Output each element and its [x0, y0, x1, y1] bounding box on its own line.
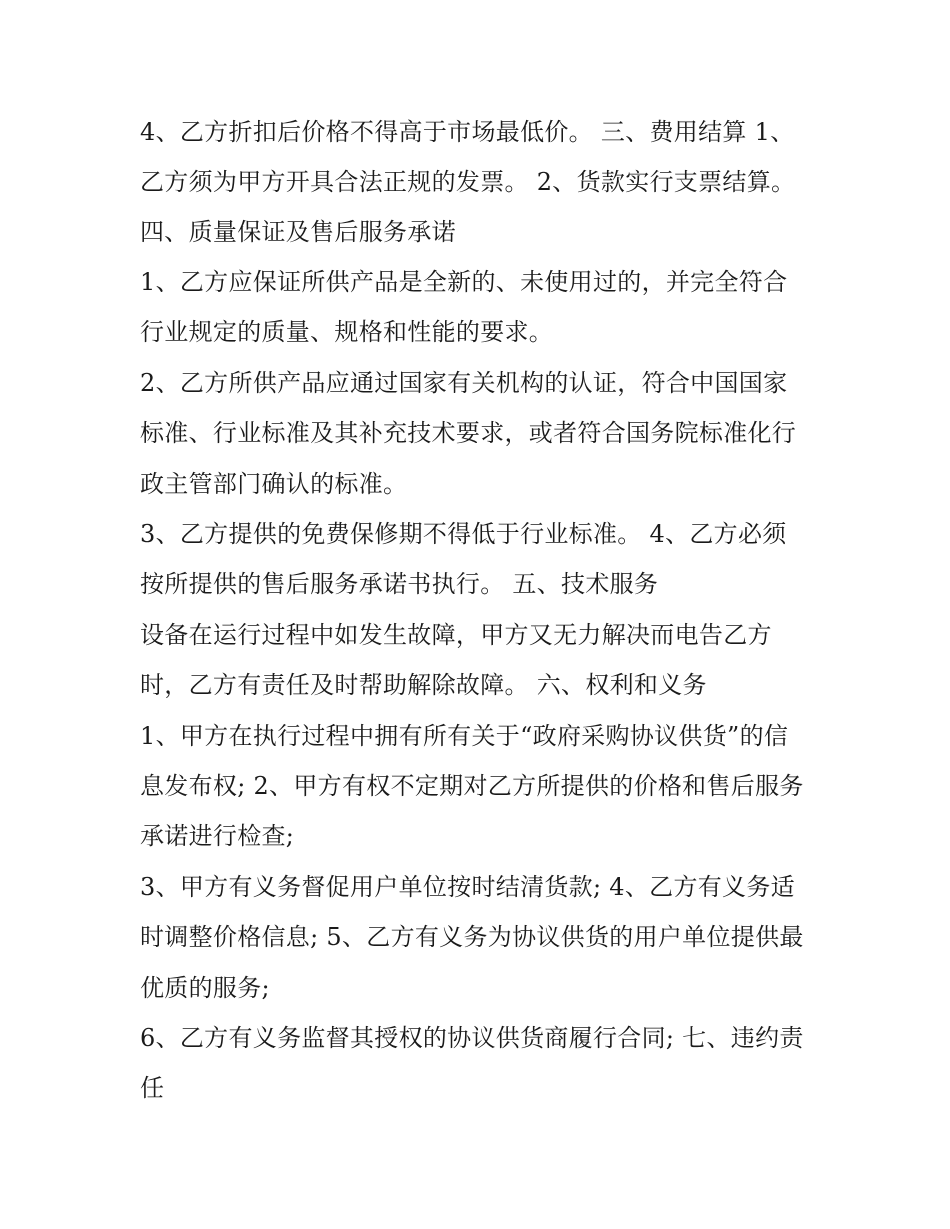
text-line: 设备在运行过程中如发生故障，甲方又无力解决而电告乙方: [140, 621, 772, 649]
text-line: 乙方须为甲方开具合法正规的发票。 2、货款实行支票结算。: [140, 168, 796, 196]
text-line: 3、甲方有义务督促用户单位按时结清货款; 4、乙方有义务适: [140, 873, 795, 901]
text-line: 4、乙方折扣后价格不得高于市场最低价。 三、费用结算 1、: [140, 118, 795, 146]
text-line: 1、乙方应保证所供产品是全新的、未使用过的，并完全符合: [140, 268, 788, 296]
text-line: 承诺进行检查;: [140, 822, 295, 850]
section-heading: 四、质量保证及售后服务承诺: [140, 218, 456, 246]
text-line: 6、乙方有义务监督其授权的协议供货商履行合同; 七、违约责: [140, 1024, 804, 1052]
text-line: 时调整价格信息; 5、乙方有义务为协议供货的用户单位提供最: [140, 923, 804, 951]
text-line: 标准、行业标准及其补充技术要求，或者符合国务院标准化行: [140, 419, 797, 447]
text-line: 任: [140, 1074, 165, 1102]
text-line: 3、乙方提供的免费保修期不得低于行业标准。 4、乙方必须: [140, 520, 787, 548]
text-line: 优质的服务;: [140, 974, 270, 1002]
text-line: 时，乙方有责任及时帮助解除故障。 六、权利和义务: [140, 671, 707, 699]
text-line: 息发布权; 2、甲方有权不定期对乙方所提供的价格和售后服务: [140, 772, 804, 800]
text-line: 行业规定的质量、规格和性能的要求。: [140, 318, 554, 346]
text-line: 政主管部门确认的标准。: [140, 470, 408, 498]
text-line: 2、乙方所供产品应通过国家有关机构的认证，符合中国国家: [140, 369, 788, 397]
text-line: 1、甲方在执行过程中拥有所有关于“政府采购协议供货”的信: [140, 722, 789, 750]
text-line: 按所提供的售后服务承诺书执行。 五、技术服务: [140, 570, 659, 598]
